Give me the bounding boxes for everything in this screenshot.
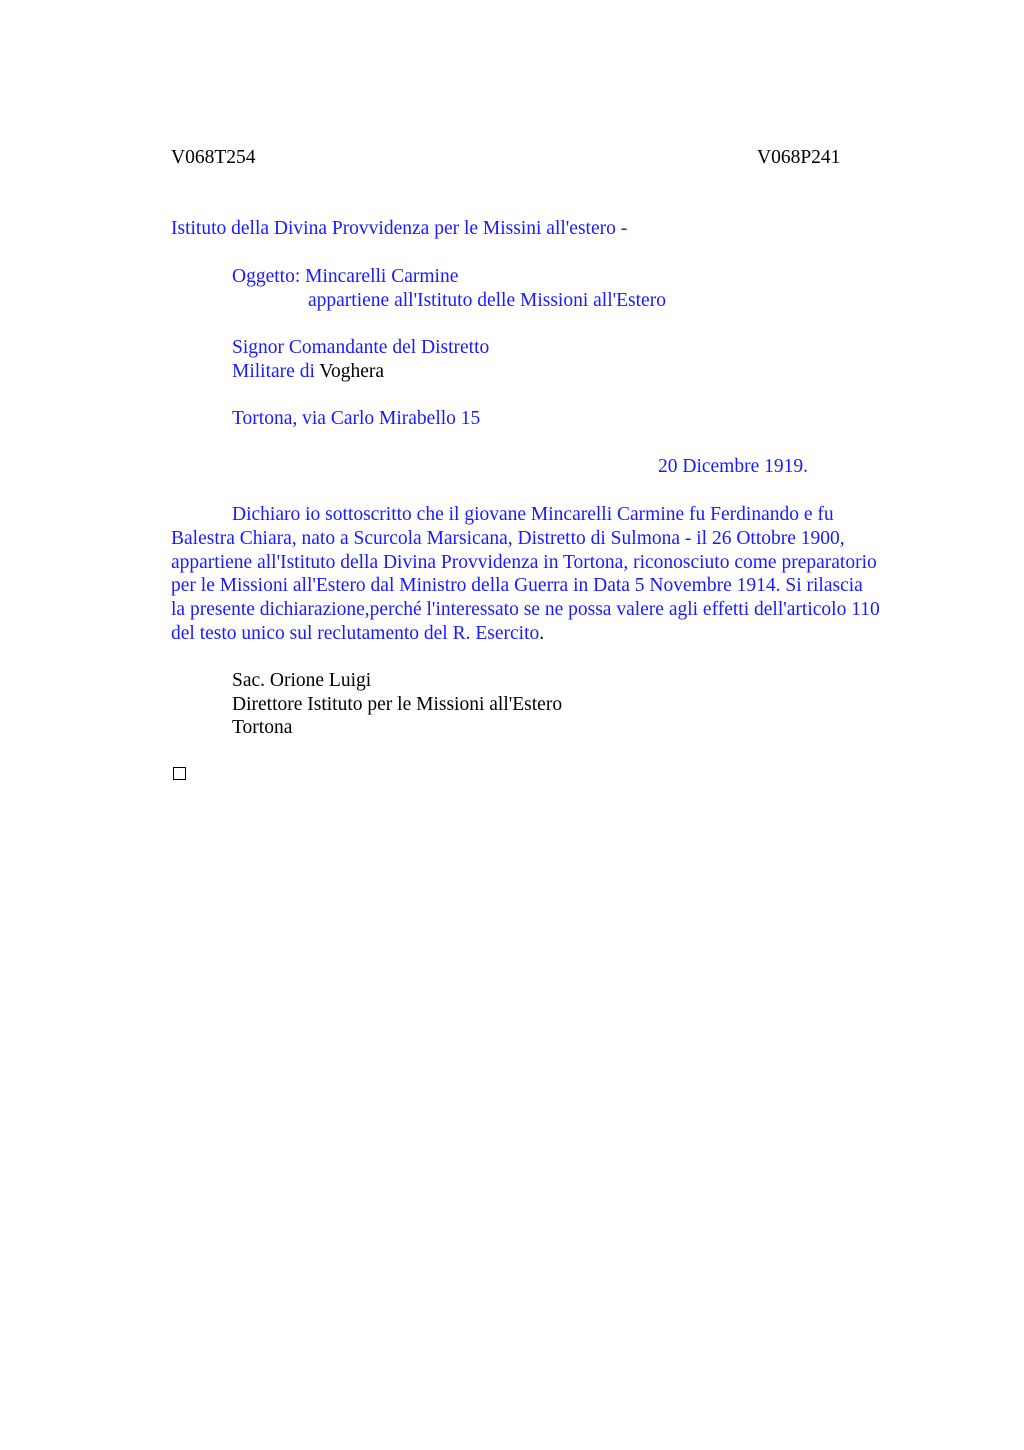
sender-address: Tortona, via Carlo Mirabello 15 xyxy=(232,408,481,429)
addressee-city: Voghera xyxy=(319,361,385,382)
left-document-code: V068T254 xyxy=(171,147,256,168)
signature-name: Sac. Orione Luigi xyxy=(232,670,372,691)
right-document-code: V068P241 xyxy=(757,147,841,168)
subject-line xyxy=(232,265,458,289)
body-line: appartiene all'Istituto della Divina Provvidenza in Tortona, riconosciuto come preparatorio xyxy=(171,551,877,573)
body-line: Balestra Chiara, nato a Scurcola Marsicana, Distretto di Sulmona - il 26 Ottobre 1900, xyxy=(171,527,845,549)
body-line: per le Missioni all'Estero dal Ministro della Guerra in Data 5 Novembre 1914. Si rilascia xyxy=(171,575,863,597)
subject-label: Oggetto: xyxy=(232,266,301,287)
addressee-line2 xyxy=(232,360,384,384)
letter-date: 20 Dicembre 1919. xyxy=(658,456,809,477)
body-line: Dichiaro io sottoscritto che il giovane Mincarelli Carmine fu Ferdinando e fu xyxy=(232,504,834,525)
subject-name: Mincarelli Carmine xyxy=(305,266,459,287)
subject-detail: appartiene all'Istituto delle Missioni all'Estero xyxy=(308,290,666,311)
body-line: del testo unico sul reclutamento del R. Esercito xyxy=(171,622,540,644)
addressee-prefix: Militare di xyxy=(232,361,315,382)
body-line: la presente dichiarazione,perché l'interessato se ne possa valere agli effetti dell'articolo 110 xyxy=(171,599,880,621)
body-final-period: . xyxy=(539,622,545,644)
empty-box-glyph xyxy=(173,767,186,780)
institute-line: Istituto della Divina Provvidenza per le Missini all'estero - xyxy=(171,218,628,239)
addressee-line1: Signor Comandante del Distretto xyxy=(232,337,490,358)
signature-title: Direttore Istituto per le Missioni all'Estero xyxy=(232,694,563,715)
signature-place: Tortona xyxy=(232,717,293,738)
body-paragraph xyxy=(171,503,931,646)
